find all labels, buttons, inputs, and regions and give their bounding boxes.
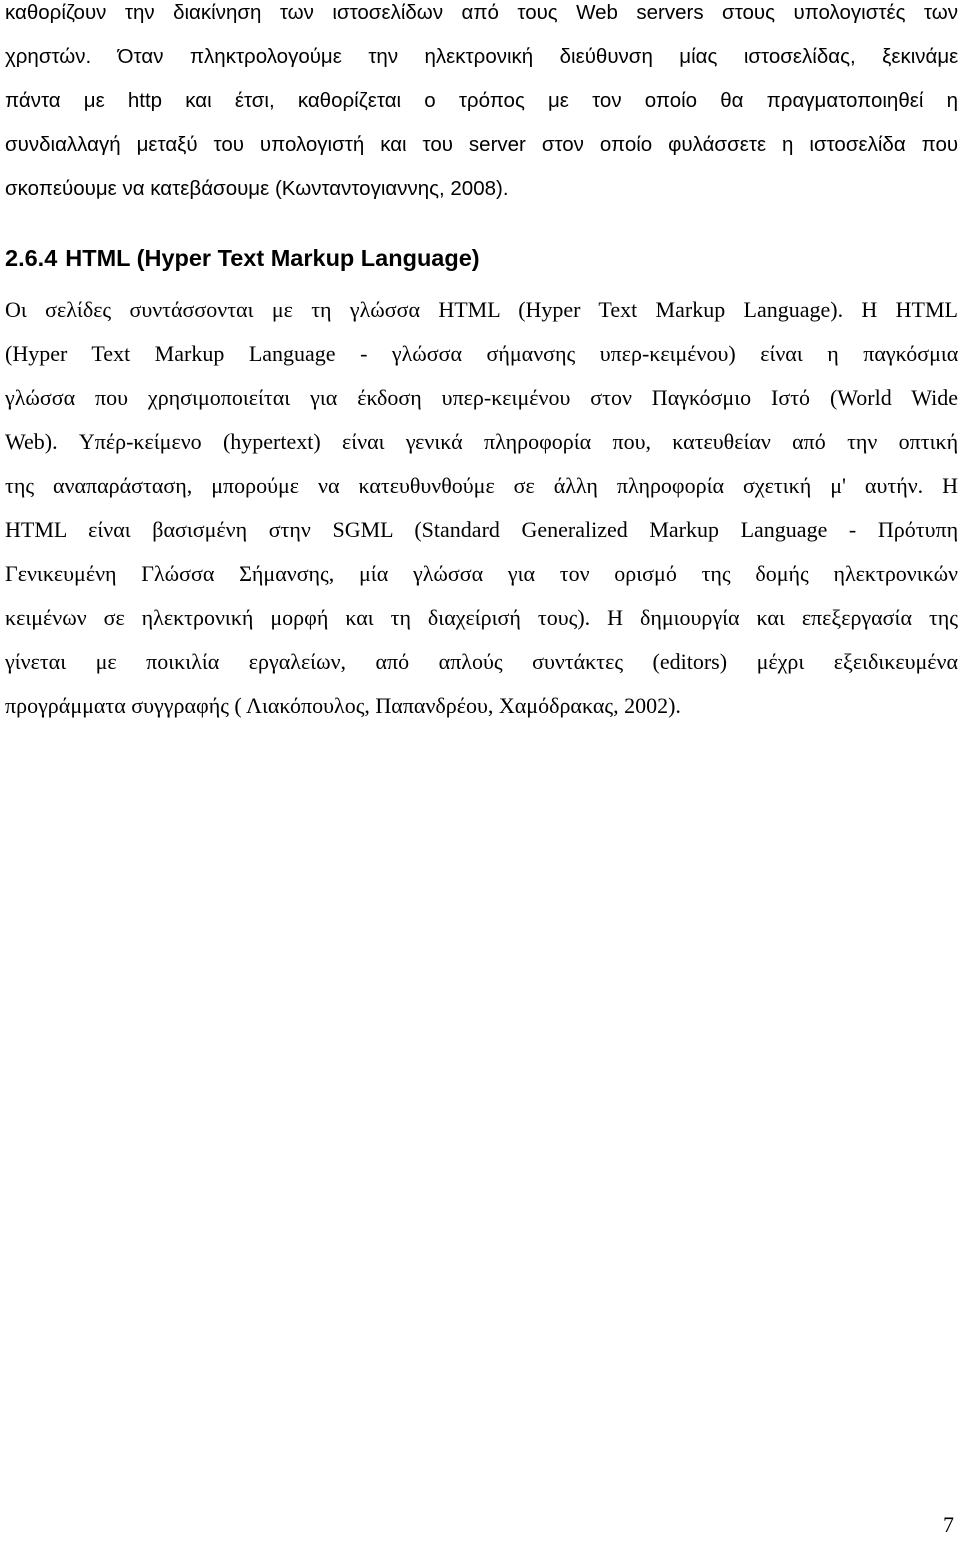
body-line-6: HTML είναι βασισμένη στην SGML (Standard Generalized Markup Language - Πρότυπη bbox=[5, 517, 959, 542]
page-number: 7 bbox=[943, 1512, 954, 1537]
body-line-2: (Hyper Text Markup Language - γλώσσα σήμανσης υπερ-κειμένου) είναι η παγκόσμια bbox=[5, 341, 959, 366]
body-line-9: γίνεται με ποικιλία εργαλείων, από απλούς συντάκτες (editors) μέχρι εξειδικευμένα bbox=[5, 649, 958, 674]
intro-line-1: καθορίζουν την διακίνηση των ιστοσελίδων από τους Web servers στους υπολογιστές των bbox=[5, 1, 958, 24]
intro-line-5: σκοπεύουμε να κατεβάσουμε (Κωνταντογιαννης, 2008). bbox=[5, 177, 509, 200]
body-line-10: προγράμματα συγγραφής ( Λιακόπουλος, Παπανδρέου, Χαμόδρακας, 2002). bbox=[5, 693, 681, 718]
body-line-3: γλώσσα που χρησιμοποιείται για έκδοση υπερ-κειμένου στον Παγκόσμιο Ιστό (World Wide bbox=[5, 385, 958, 410]
body-line-5: της αναπαράσταση, μπορούμε να κατευθυνθούμε σε άλλη πληροφορία σχετική μ' αυτήν. Η bbox=[5, 473, 958, 498]
body-line-7: Γενικευμένη Γλώσσα Σήμανσης, μία γλώσσα για τον ορισμό της δομής ηλεκτρονικών bbox=[5, 561, 958, 586]
section-title: HTML (Hyper Text Markup Language) bbox=[65, 245, 480, 271]
section-number: 2.6.4 bbox=[5, 245, 58, 271]
section-heading bbox=[5, 245, 480, 272]
body-line-1: Οι σελίδες συντάσσονται με τη γλώσσα HTML (Hyper Text Markup Language). Η HTML bbox=[5, 297, 958, 322]
intro-line-4: συνδιαλλαγή μεταξύ του υπολογιστή και του server στον οποίο φυλάσσετε η ιστοσελίδα που bbox=[5, 133, 959, 156]
intro-line-3: πάντα με http και έτσι, καθορίζεται ο τρόπος με τον οποίο θα πραγματοποιηθεί η bbox=[5, 89, 958, 112]
body-line-8: κειμένων σε ηλεκτρονική μορφή και τη διαχείρισή τους). Η δημιουργία και επεξεργασία της bbox=[5, 605, 958, 630]
intro-line-2: χρηστών. Όταν πληκτρολογούμε την ηλεκτρονική διεύθυνση μίας ιστοσελίδας, ξεκινάμε bbox=[5, 45, 959, 68]
body-line-4: Web). Υπέρ-κείμενο (hypertext) είναι γενικά πληροφορία που, κατευθείαν από την οπτική bbox=[5, 429, 959, 454]
